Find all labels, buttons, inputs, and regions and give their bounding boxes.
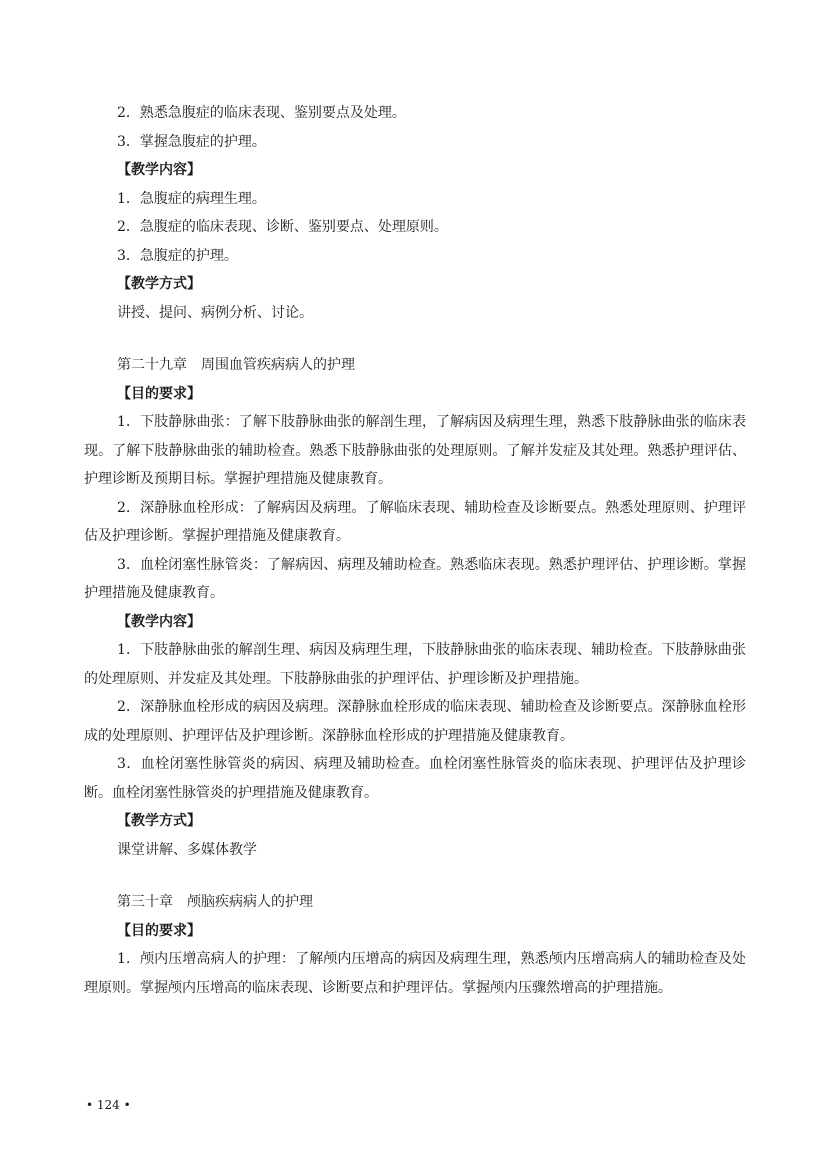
chapter-30-title: 第三十章 颅脑疾病病人的护理	[117, 894, 313, 910]
sec1-content-2: 2．急腹症的临床表现、诊断、鉴别要点、处理原则。	[117, 219, 448, 235]
sec1-content-heading: 【教学内容】	[117, 162, 201, 178]
sec2-content-3: 3．血栓闭塞性脉管炎的病因、病理及辅助检查。血栓闭塞性脉管炎的临床表现、护理评估及护理诊断。血栓闭塞性脉管炎的护理措施及健康教育。	[84, 756, 746, 801]
sec3-goal-1: 1．颅内压增高病人的护理：了解颅内压增高的病因及病理生理，熟悉颅内压增高病人的辅助检查及处理原则。掌握颅内压增高的临床表现、诊断要点和护理评估。掌握颅内压骤然增高的护理措施。	[84, 951, 746, 996]
sec2-method: 课堂讲解、多媒体教学	[117, 841, 257, 858]
page-number: • 124 •	[86, 1098, 131, 1112]
sec3-goal-heading: 【目的要求】	[117, 922, 201, 939]
sec2-content-2: 2．深静脉血栓形成的病因及病理。深静脉血栓形成的临床表现、辅助检查及诊断要点。深静脉血栓形成的处理原则、护理评估及护理诊断。深静脉血栓形成的护理措施及健康教育。	[84, 699, 746, 744]
sec2-goal-3: 3．血栓闭塞性脉管炎：了解病因、病理及辅助检查。熟悉临床表现。熟悉护理评估、护理诊断。掌握护理措施及健康教育。	[84, 556, 746, 601]
sec2-content-heading: 【教学内容】	[117, 613, 201, 630]
sec2-goal-2: 2．深静脉血栓形成：了解病因及病理。了解临床表现、辅助检查及诊断要点。熟悉处理原则、护理评估及护理诊断。掌握护理措施及健康教育。	[84, 499, 746, 544]
sec1-method-heading: 【教学方式】	[117, 276, 201, 292]
sec1-objective-2: 2．熟悉急腹症的临床表现、鉴别要点及处理。	[117, 105, 406, 121]
sec2-method-heading: 【教学方式】	[117, 813, 201, 829]
document-page	[84, 99, 746, 1002]
sec1-content-3: 3．急腹症的护理。	[117, 247, 238, 264]
sec2-goal-1: 1．下肢静脉曲张：了解下肢静脉曲张的解剖生理，了解病因及病理生理，熟悉下肢静脉曲张的临床表现。了解下肢静脉曲张的辅助检查。熟悉下肢静脉曲张的处理原则。了解并发症及其处理。熟悉护理评估、护理诊断及预期目标。掌握护理措施及健康教育。	[84, 414, 746, 487]
sec1-method: 讲授、提问、病例分析、讨论。	[117, 304, 313, 321]
sec2-content-1: 1．下肢静脉曲张的解剖生理、病因及病理生理，下肢静脉曲张的临床表现、辅助检查。下肢静脉曲张的处理原则、并发症及其处理。下肢静脉曲张的护理评估、护理诊断及护理措施。	[84, 642, 746, 687]
sec1-content-1: 1．急腹症的病理生理。	[117, 190, 266, 207]
sec1-objective-3: 3．掌握急腹症的护理。	[117, 133, 266, 150]
sec2-goal-heading: 【目的要求】	[117, 385, 201, 402]
chapter-29-title: 第二十九章 周围血管疾病病人的护理	[117, 357, 355, 373]
